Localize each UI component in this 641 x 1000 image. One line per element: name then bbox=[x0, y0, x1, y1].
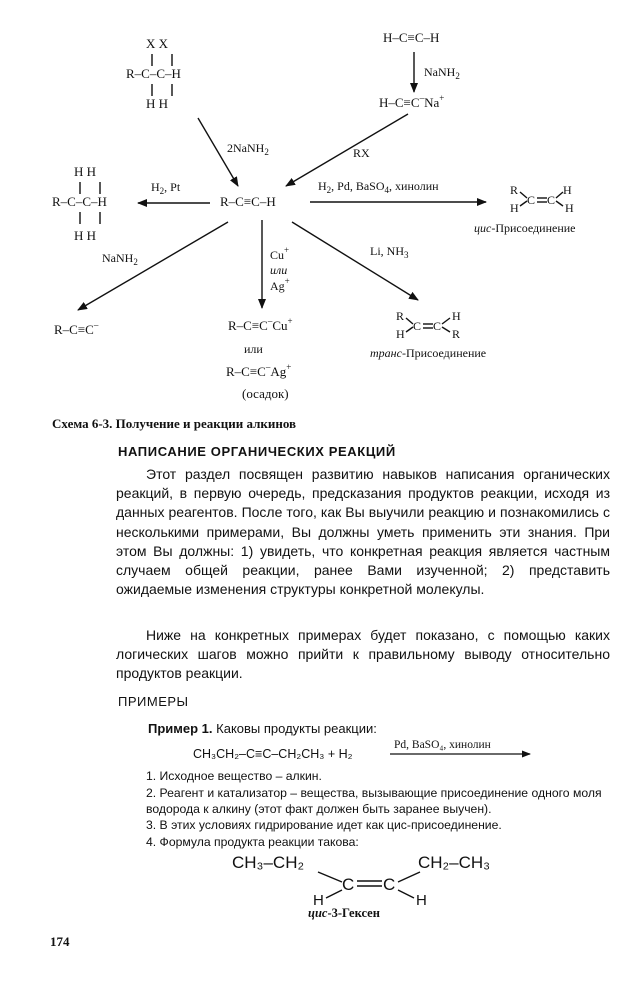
cis-addition-label: цис-Присоединение bbox=[474, 221, 576, 235]
product-name-suffix: -3-Гексен bbox=[327, 906, 380, 920]
equation-reagents: Pd, BaSO₄, хинолин bbox=[394, 739, 491, 751]
equation-reactants: CH₃CH₂–C≡C–CH₂CH₃ + H₂ bbox=[193, 747, 353, 761]
silver-acetylide: R–C≡C–Ag+ bbox=[226, 362, 292, 379]
product-carbon-left: C bbox=[342, 875, 355, 894]
alkane-h-top: H H bbox=[74, 164, 97, 179]
scheme-caption: Схема 6-3. Получение и реакции алкинов bbox=[52, 416, 297, 431]
arrow-deprotonation bbox=[78, 222, 228, 310]
product-name bbox=[308, 906, 380, 921]
label-ili-reagent: или bbox=[270, 263, 288, 277]
step-2: 2. Реагент и катализатор – вещества, вызывающие присоединение одного моля водорода к алкину (этот факт должен быть заранее выучен). bbox=[146, 786, 602, 816]
reaction-scheme bbox=[0, 0, 641, 410]
label-nanh2: NaNH$_2$ bbox=[102, 251, 138, 267]
nanh2-reagent-top: NaNH$_2$ bbox=[424, 65, 460, 81]
svg-text:C: C bbox=[433, 319, 442, 333]
product-carbon-right: C bbox=[383, 875, 396, 894]
svg-text:C: C bbox=[527, 193, 536, 207]
section-title: НАПИСАНИЕ ОРГАНИЧЕСКИХ РЕАКЦИЙ bbox=[118, 444, 396, 459]
product-structure bbox=[0, 848, 641, 908]
precipitate-label: (осадок) bbox=[242, 386, 289, 401]
svg-text:H: H bbox=[452, 309, 461, 323]
paragraph-intro: Этот раздел посвящен развитию навыков написания органических реакций, в первую очередь, предсказания продуктов реакции, исходя из данных реагентов. После того, как Вы выучили реакцию и познакомились с несколькими примерами, Вы должны уметь применить эти знания. При этом Вы должны: 1) увидеть, что конкретная реакция является частным случаем общей реакции, ранее Вами изученной; 2) представить ожидаемые изменения структуры конкретной молекулы. bbox=[116, 466, 610, 598]
label-h2-pd-baso4: $H_2$, Pd, BaSO$_4$, хинолин bbox=[318, 179, 439, 195]
arrow-acetylide-to-alkyne bbox=[286, 114, 408, 186]
label-cu: Cu+ bbox=[270, 245, 290, 262]
product-h-right: H bbox=[416, 892, 427, 908]
example-equation bbox=[0, 732, 641, 768]
svg-text:C: C bbox=[413, 319, 422, 333]
svg-text:H: H bbox=[396, 327, 405, 341]
step-1: 1. Исходное вещество – алкин. bbox=[146, 769, 322, 783]
product-right-group: CH₂–CH₃ bbox=[418, 853, 491, 872]
svg-text:R: R bbox=[510, 183, 519, 197]
acetylene-formula: H–C≡C–H bbox=[383, 30, 440, 45]
acetylene-structure bbox=[379, 30, 460, 110]
trans-addition-label: транс-Присоединение bbox=[370, 346, 487, 360]
alkane-h-bottom: H H bbox=[74, 228, 97, 243]
svg-text:C: C bbox=[547, 193, 556, 207]
examples-heading: ПРИМЕРЫ bbox=[118, 694, 189, 709]
svg-text:R: R bbox=[396, 309, 405, 323]
label-li-nh3: Li, $NH_3$ bbox=[370, 244, 409, 260]
trans-alkene-structure bbox=[396, 309, 461, 341]
paragraph-examples-intro: Ниже на конкретных примерах будет показано, с помощью каких логических шагов можно прийти к правильному выводу относительно продуктов реакции. bbox=[116, 627, 610, 682]
copper-acetylide: R–C≡C–Cu+ bbox=[228, 316, 293, 333]
svg-text:H: H bbox=[563, 183, 572, 197]
dihalide-x-row: X X bbox=[146, 36, 169, 51]
label-h2-pt: $H_2$, Pt bbox=[151, 180, 181, 196]
label-rx: RX bbox=[353, 146, 370, 160]
example-question: Каковы продукты реакции: bbox=[212, 721, 377, 736]
dihalide-h-row: H H bbox=[146, 96, 169, 111]
alkane-chain: R–C–C–H bbox=[52, 194, 107, 209]
dihalide-chain: R–C–C–H bbox=[126, 66, 181, 81]
sodium-acetylide: H–C≡C–Na+ bbox=[379, 93, 445, 110]
dihalide-structure bbox=[126, 36, 181, 111]
svg-text:H: H bbox=[510, 201, 519, 215]
label-2nanh2: 2NaNH$_2$ bbox=[227, 141, 269, 157]
example-label: Пример 1. bbox=[148, 721, 213, 736]
arrow-trans-reduction bbox=[292, 222, 418, 300]
product-h-left: H bbox=[313, 892, 324, 908]
label-ag: Ag+ bbox=[270, 276, 290, 293]
terminal-alkyne: R–C≡C–H bbox=[220, 194, 276, 209]
product-name-prefix: цис bbox=[308, 906, 328, 920]
or-text: или bbox=[244, 342, 263, 356]
alkane-structure bbox=[52, 164, 107, 243]
acetylide-anion: R–C≡C– bbox=[54, 320, 99, 337]
cis-alkene-structure bbox=[510, 183, 574, 215]
step-3: 3. В этих условиях гидрирование идет как цис-присоединение. bbox=[146, 818, 502, 832]
step-4: 4. Формула продукта реакции такова: bbox=[146, 835, 359, 849]
page-number: 174 bbox=[50, 934, 70, 949]
product-left-group: CH₃–CH₂ bbox=[232, 853, 305, 872]
svg-text:H: H bbox=[565, 201, 574, 215]
svg-text:R: R bbox=[452, 327, 461, 341]
